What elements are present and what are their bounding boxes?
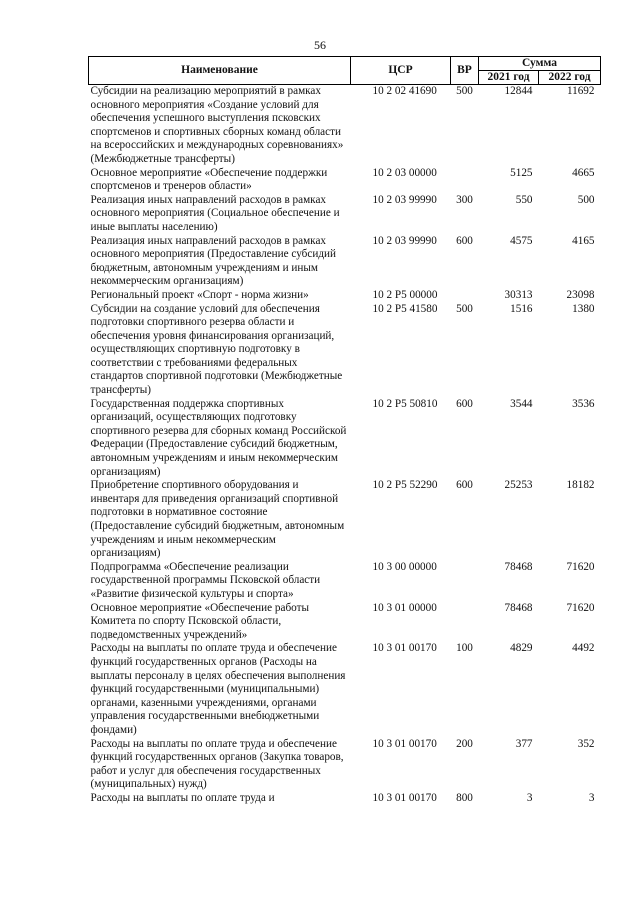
row-vr: 300 [456,193,473,206]
row-vr [451,602,479,643]
row-vr: 500 [456,85,473,97]
row-csr: 10 3 01 00170 [372,737,437,750]
table-row [89,167,601,194]
row-2022: 500 [577,193,595,206]
table-row [89,479,601,561]
row-csr: 10 3 01 00170 [372,642,437,655]
header-vr: ВР [451,57,479,85]
row-2022: 18182 [566,479,595,492]
row-vr: 600 [456,397,473,410]
row-2021: 12844 [504,85,533,97]
row-vr: 800 [456,791,473,804]
row-2022: 71620 [566,601,595,614]
header-csr: ЦСР [351,57,451,85]
row-name: Реализация иных направлений расходов в рамках основного мероприятия (Социальное обеспечение и иные выплаты населению) [90,193,340,233]
row-2021: 1516 [510,302,533,315]
row-name: Основное мероприятие «Обеспечение работы Комитета по спорту Псковской области, подведомственных учреждений» [90,601,310,641]
table-row [89,303,601,398]
row-2022: 352 [577,737,595,750]
row-vr: 600 [456,479,473,492]
row-2021: 30313 [504,288,533,301]
row-vr: 200 [456,737,473,750]
row-vr: 600 [456,234,473,247]
row-2022: 4165 [572,234,595,247]
row-csr: 10 3 01 00170 [372,791,437,804]
row-2021: 550 [515,193,533,206]
row-vr [451,167,479,194]
row-name: Основное мероприятие «Обеспечение поддержки спортсменов и тренеров области» [90,166,328,193]
row-vr [451,561,479,602]
row-name: Региональный проект «Спорт - норма жизни» [90,288,309,301]
table-row [89,792,601,806]
row-name: Реализация иных направлений расходов в рамках основного мероприятия (Предоставление субсидий бюджетным, автономным учреждениям и иным некоммерческим организациям) [90,234,336,288]
row-2021: 78468 [504,601,533,614]
row-csr: 10 2 P5 00000 [372,288,438,301]
row-2022: 4492 [572,642,595,655]
row-csr: 10 2 P5 50810 [372,397,438,410]
header-2022: 2022 год [539,71,601,85]
row-2021: 4829 [510,642,533,655]
row-name: Субсидии на создание условий для обеспечения подготовки спортивного резерва области и обеспечения уровня финансирования организаций, осуществляющих спортивную подготовку в соответствии с требованиями федеральных стандартов спортивной подготовки (Межбюджетные трансферты) [90,302,343,397]
row-name: Расходы на выплаты по оплате труда и обеспечение функций государственных органов (Закупка товаров, работ и услуг для обеспечения государственных (муниципальных) нужд) [90,737,344,791]
row-name: Государственная поддержка спортивных организаций, осуществляющих подготовку спортивного резерва для сборных команд Российской Федерации (Предоставление субсидий бюджетным, автономным учреждениям и иным некоммерческим организациям) [90,397,347,478]
row-2021: 25253 [504,479,533,492]
row-2022: 3536 [572,397,595,410]
row-csr: 10 2 02 41690 [372,85,437,97]
row-2021: 4575 [510,234,533,247]
row-vr: 500 [456,302,473,315]
row-vr: 100 [456,642,473,655]
table-header [89,57,601,85]
table-row [89,738,601,792]
header-2021: 2021 год [479,71,539,85]
header-name: Наименование [89,57,351,85]
row-2022: 23098 [566,288,595,301]
row-name: Расходы на выплаты по оплате труда и [90,791,275,804]
table-row [89,85,601,167]
row-name: Расходы на выплаты по оплате труда и обеспечение функций государственных органов (Расходы на выплаты персоналу в целях обеспечения выполнения функций государственными (муниципальными) органами, казенными учреждениями, органами управления государственными внебюджетными фондами) [90,642,346,736]
table-body [89,85,601,806]
row-2022: 3 [588,791,595,804]
table-row [89,194,601,235]
row-2021: 3 [526,791,533,804]
header-sum: Сумма [479,57,601,71]
row-csr: 10 2 03 99990 [372,193,437,206]
row-name: Подпрограмма «Обеспечение реализации государственной программы Псковской области «Развитие физической культуры и спорта» [90,560,321,600]
row-csr: 10 2 P5 52290 [372,479,438,492]
row-2022: 4665 [572,166,595,179]
table-row [89,289,601,303]
row-csr: 10 2 P5 41580 [372,302,438,315]
row-csr: 10 2 03 99990 [372,234,437,247]
table-row [89,235,601,289]
page-number: 56 [314,38,326,52]
row-2021: 3544 [510,397,533,410]
table-row [89,602,601,643]
row-2022: 1380 [572,302,595,315]
row-name: Приобретение спортивного оборудования и инвентаря для приведения организаций спортивной подготовки в нормативное состояние (Предоставление субсидий бюджетным, автономным учреждениям и иным некоммерческим организациям) [90,479,345,560]
table-row [89,642,601,737]
row-name: Субсидии на реализацию мероприятий в рамках основного мероприятия «Создание условий для обеспечения успешного выступления псковских спортсменов и спортивных сборных команд области на всероссийских и международных соревнованиях» (Межбюджетные трансферты) [90,85,344,165]
row-csr: 10 3 00 00000 [372,560,437,573]
row-vr [451,289,479,303]
row-csr: 10 2 03 00000 [372,166,437,179]
budget-table [88,56,601,805]
row-csr: 10 3 01 00000 [372,601,437,614]
table-row [89,561,601,602]
row-2021: 78468 [504,560,533,573]
row-2022: 11692 [566,85,595,97]
row-2021: 377 [515,737,533,750]
row-2021: 5125 [510,166,533,179]
table-row [89,398,601,480]
row-2022: 71620 [566,560,595,573]
